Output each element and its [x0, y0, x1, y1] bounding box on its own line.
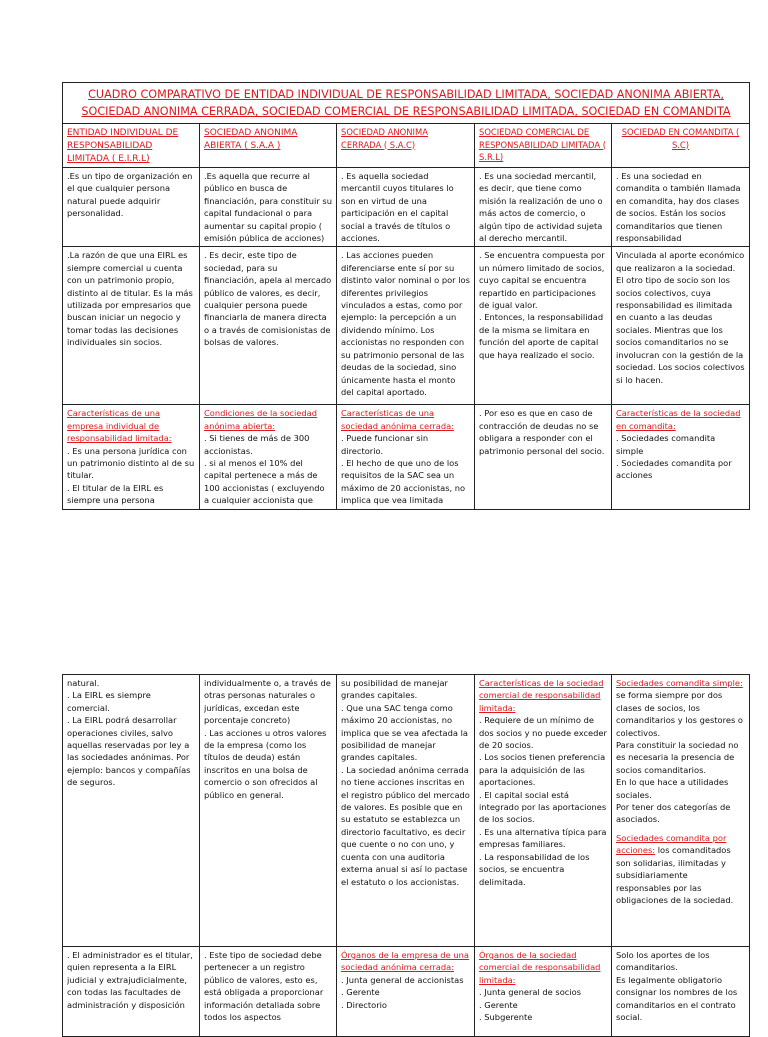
- cell-p2-r2-sc: [612, 947, 750, 1037]
- cell-r1-srl: . Es una sociedad mercantil, es decir, que tiene como misión la realización de uno o más actos de comercio, o algún tipo de actividad sujeta al derecho mercantil.: [475, 168, 612, 247]
- cell-p2-r2-eirl: . El administrador es el titular, quien representa a la EIRL judicial y extrajudicialmente, con todas las facultades de administración y disposición: [63, 947, 200, 1037]
- cell-p2-r1-sac: [337, 675, 475, 947]
- cell-r3-saa: [200, 405, 337, 509]
- cell-p2-r2-sc-line: Es legalmente obligatorio consignar los nombres de los comanditarios en el contrato social.: [616, 974, 738, 1023]
- cell-r1-eirl: .Es un tipo de organización en el que cualquier persona natural puede adquirir personalidad.: [63, 168, 200, 247]
- cell-r3-saa-heading: Condiciones de la sociedad anónima abierta:: [204, 408, 317, 431]
- header-saa: SOCIEDAD ANONIMA ABIERTA ( S.A.A ): [200, 124, 337, 168]
- cell-r3-eirl-line: . El titular de la EIRL es siempre una persona: [67, 482, 164, 506]
- title-line-1: CUADRO COMPARATIVO DE ENTIDAD INDIVIDUAL DE RESPONSABILIDAD LIMITADA, SOCIEDAD ANONIMA ABIERTA,: [88, 88, 724, 101]
- cell-p2-r2-sac: [337, 947, 475, 1037]
- cell-p2-r2-sac-line: . Directorio: [341, 999, 387, 1010]
- cell-p2-r1-saa-line: . Las acciones u otros valores de la empresa (como los títulos de deuda) están inscritos en una bolsa de comercio o son ofrecidos al público en general.: [204, 727, 327, 800]
- cell-p2-r1-sac-line: . La sociedad anónima cerrada no tiene acciones inscritas en el registro público del mercado de valores. Es posible que en su estatuto se establezca un directorio facultativo, es decir que cuente o no con uno, y cuenta con una auditoria externa anual si así lo pactase el estatuto o los accionistas.: [341, 764, 470, 887]
- cell-p2-r1-eirl-line: natural.: [67, 678, 100, 688]
- cell-p2-r1-sc-line: Por tener dos categorías de asociados.: [616, 802, 731, 825]
- cell-p2-r2-sac-heading: Órganos de la empresa de una sociedad anónima cerrada:: [341, 950, 469, 973]
- cell-r3-eirl: [63, 405, 200, 509]
- header-srl: SOCIEDAD COMERCIAL DE RESPONSABILIDAD LIMITADA ( S.R.L): [475, 124, 612, 168]
- sc-acciones-text: los comanditados son solidarias, ilimitadas y subsidiariamente responsables por las obligaciones de la sociedad.: [616, 845, 734, 905]
- cell-r2-sc: Vinculada al aporte económico que realizaron a la sociedad. El otro tipo de socio son los socios colectivos, cuya responsabilidad es ilimitada en cuanto a las deudas sociales. Mientras que los socios comanditarios no se involucran con la gestión de la sociedad. Los socios colectivos si lo hacen.: [612, 247, 750, 405]
- cell-r3-saa-line: . si al menos el 10% del capital pertenece a más de 100 accionistas ( excluyendo a cualquier accionista que: [204, 458, 325, 506]
- cell-p2-r1-srl-line: . La responsabilidad de los socios, se encuentra delimitada.: [479, 851, 590, 887]
- cell-p2-r1-saa-line: individualmente o, a través de otras personas naturales o jurídicas, excedan este porcentaje concreto): [204, 678, 331, 726]
- title-line-2: SOCIEDAD ANONIMA CERRADA, SOCIEDAD COMERCIAL DE RESPONSABILIDAD LIMITADA, SOCIEDAD EN COMANDITA: [81, 105, 731, 118]
- cell-p2-r1-srl-line: . Requiere de un mínimo de dos socios y no puede exceder de 20 socios.: [479, 715, 607, 751]
- cell-r3-sc-line: . Sociedades comandita por acciones: [616, 458, 732, 481]
- comparison-table-page-2: [62, 674, 750, 1037]
- cell-r3-sc: [612, 405, 750, 509]
- cell-p2-r1-sc-para-2: [616, 832, 745, 906]
- cell-r2-sac: . Las acciones pueden diferenciarse ente sí por su distinto valor nominal o por los diferentes privilegios vinculados a estas, como por ejemplo: la percepción a un dividendo mínimo. Los accionistas no responden con su patrimonio personal de las deudas de la sociedad, sino únicamente hasta el monto del capital aportado.: [337, 247, 475, 405]
- cell-r2-eirl: .La razón de que una EIRL es siempre comercial u cuenta con un patrimonio propio, distinto al de titular. Es la más utilizada por empresarios que buscan iniciar un negocio y tomar todas las decisiones individuales sin socios.: [63, 247, 200, 405]
- cell-r3-saa-line: . Si tienes de más de 300 accionistas.: [204, 433, 310, 456]
- cell-r2-srl-text-1: . Se encuentra compuesta por un número limitado de socios, cuyo capital se encuentra repartido en participaciones de igual valor.: [479, 250, 605, 311]
- cell-p2-r2-srl-line: . Gerente: [479, 999, 518, 1010]
- cell-r3-eirl-heading: Características de una empresa individual de responsabilidad limitada:: [67, 408, 172, 444]
- cell-p2-r1-sc-line: Para constituir la sociedad no es necesaria la presencia de socios comanditarios.: [616, 740, 739, 775]
- comparison-table-page-1: [62, 82, 750, 510]
- cell-r3-eirl-line: . Es una persona jurídica con un patrimonio distinto al de su titular.: [67, 445, 195, 481]
- cell-p2-r1-eirl: [63, 675, 200, 947]
- header-eirl: ENTIDAD INDIVIDUAL DE RESPONSABILIDAD LIMITADA ( E.I.R.L): [63, 124, 200, 168]
- cell-r3-srl: . Por eso es que en caso de contracción de deudas no se obligara a responder con el patrimonio personal del socio.: [475, 405, 612, 509]
- cell-p2-r2-saa: . Este tipo de sociedad debe pertenecer a un registro público de valores, esto es, está obligada a proporcionar información detallada sobre todos los aspectos: [200, 947, 337, 1037]
- cell-p2-r1-srl-line: . Es una alternativa típica para empresas familiares.: [479, 826, 607, 850]
- cell-p2-r1-srl-line: . Los socios tienen preferencia para la adquisición de las aportaciones.: [479, 752, 606, 788]
- header-sac: SOCIEDAD ANONIMA CERRADA ( S.A.C): [337, 124, 475, 168]
- cell-p2-r1-eirl-line: . La EIRL es siempre comercial.: [67, 690, 151, 713]
- cell-p2-r2-sac-line: . Gerente: [341, 987, 380, 998]
- cell-p2-r1-saa: [200, 675, 337, 947]
- cell-r3-sc-line: . Sociedades comandita simple: [616, 433, 716, 456]
- sc-simple-text: se forma siempre por dos clases de socios, los comanditarios y los gestores o colectivos.: [616, 690, 744, 738]
- cell-p2-r1-sac-line: su posibilidad de manejar grandes capitales.: [341, 678, 448, 701]
- sc-simple-heading: Sociedades comandita simple:: [616, 678, 743, 688]
- cell-r3-sac-line: . El hecho de que uno de los requisitos de la SAC sea un máximo de 20 accionistas, no implica que vea limitada: [341, 458, 466, 506]
- cell-r3-sac-line: . Puede funcionar sin directorio.: [341, 433, 429, 456]
- cell-r2-saa: . Es decir, este tipo de sociedad, para su financiación, apela al mercado público de valores, es decir, cualquier persona puede financiarla de manera directa o a través de comisionistas de bolsas de valores.: [200, 247, 337, 405]
- cell-p2-r1-sc: [612, 675, 750, 947]
- cell-p2-r1-srl-line: . El capital social está integrado por las aportaciones de los socios.: [479, 789, 607, 825]
- cell-p2-r2-sac-line: . Junta general de accionistas: [341, 974, 464, 985]
- cell-r1-sac: . Es aquella sociedad mercantil cuyos titulares lo son en virtud de una participación en el capital social a través de títulos o acciones.: [337, 168, 475, 247]
- cell-r2-srl-text-2: . Entonces, la responsabilidad de la misma se limitara en función del aporte de capital que haya realizado el socio.: [479, 312, 604, 360]
- cell-p2-r1-sc-line: En lo que hace a utilidades sociales.: [616, 777, 729, 800]
- table-title: [63, 83, 750, 124]
- cell-p2-r1-sc-para-1: [616, 677, 745, 739]
- header-sc: SOCIEDAD EN COMANDITA ( S.C): [612, 124, 750, 168]
- cell-p2-r2-srl-line: . Subgerente: [479, 1012, 533, 1023]
- cell-p2-r2-sc-line: Solo los aportes de los comanditarios.: [616, 950, 710, 973]
- cell-p2-r2-srl-line: . Junta general de socios: [479, 987, 582, 998]
- cell-r3-sac: [337, 405, 475, 509]
- sc-acciones-heading: Sociedades comandita por acciones:: [616, 832, 727, 856]
- cell-p2-r1-eirl-line: . La EIRL podrá desarrollar operaciones civiles, salvo aquellas reservadas por ley a las sociedades anónimas. Por ejemplo: bancos y compañías de seguros.: [67, 715, 191, 788]
- cell-r3-sc-heading: Características de la sociedad en comandita:: [616, 408, 741, 431]
- cell-r3-sac-heading: Características de una sociedad anónima cerrada:: [341, 408, 454, 431]
- cell-r1-saa: .Es aquella que recurre al público en busca de financiación, para constituir su capital fundacional o para aumentar su capital propio ( emisión pública de acciones): [200, 168, 337, 247]
- cell-r1-sc: . Es una sociedad en comandita o también llamada en comandita, hay dos clases de socios. Están los socios comanditarios que tienen responsabilidad: [612, 168, 750, 247]
- cell-p2-r2-srl-heading: Órganos de la sociedad comercial de responsabilidad limitada:: [479, 950, 601, 985]
- cell-p2-r1-sac-line: . Que una SAC tenga como máximo 20 accionistas, no implica que se vea afectada la posibilidad de manejar grandes capitales.: [341, 702, 469, 763]
- cell-p2-r1-srl-heading: Características de la sociedad comercial de responsabilidad limitada:: [479, 678, 604, 713]
- cell-p2-r1-srl: [475, 675, 612, 947]
- cell-r2-srl: [475, 247, 612, 405]
- cell-p2-r2-srl: [475, 947, 612, 1037]
